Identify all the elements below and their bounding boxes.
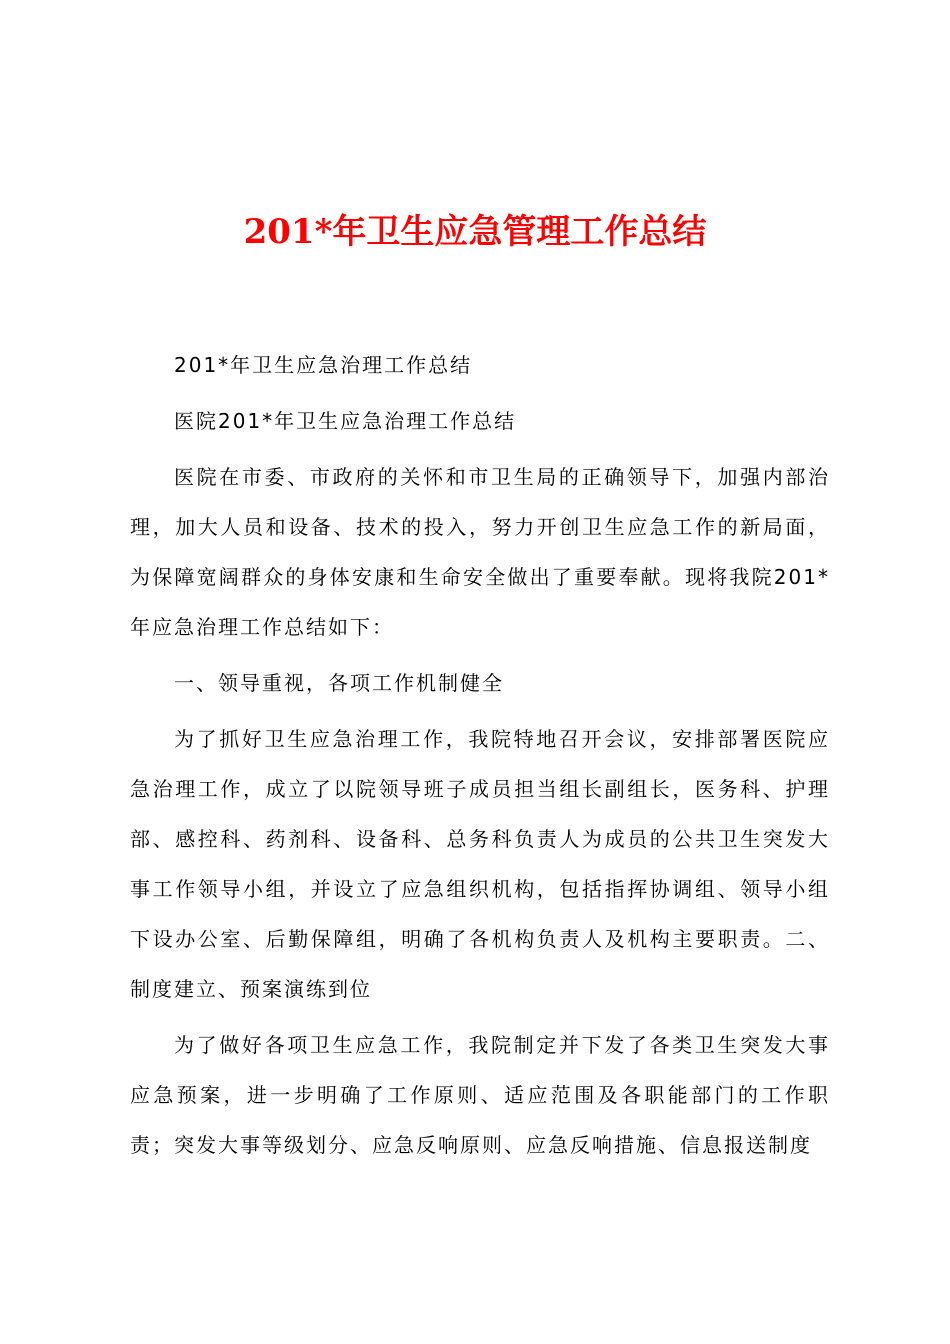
- paragraph-subtitle: 201*年卫生应急治理工作总结: [174, 353, 473, 377]
- paragraph-section-1: 为了抓好卫生应急治理工作，我院特地召开会议，安排部署医院应急治理工作，成立了以院领导班子成员担当组长副组长，医务科、护理部、感控科、药剂科、设备科、总务科负责人为成员的公共卫生突发大事工作领导小组，并设立了应急组织机构，包括指挥协调组、领导小组下设办公室、后勤保障组，明确了各机构负责人及机构主要职责。二、制度建立、预案演练到位: [130, 727, 830, 1001]
- paragraph-hospital-title: 医院201*年卫生应急治理工作总结: [174, 409, 517, 433]
- document-title: 201*年卫生应急管理工作总结: [243, 212, 707, 252]
- paragraph-intro: 医院在市委、市政府的关怀和市卫生局的正确领导下，加强内部治理，加大人员和设备、技术的投入，努力开创卫生应急工作的新局面，为保障宽阔群众的身体安康和生命安全做出了重要奉献。现将我院201*年应急治理工作总结如下：: [130, 465, 830, 639]
- paragraph-section-2: 为了做好各项卫生应急工作，我院制定并下发了各类卫生突发大事应急预案，进一步明确了工作原则、适应范围及各职能部门的工作职责；突发大事等级划分、应急反响原则、应急反响措施、信息报送制度: [130, 1033, 830, 1157]
- document-body: [130, 340, 830, 1176]
- section-heading-1: 一、领导重视，各项工作机制健全: [174, 671, 504, 695]
